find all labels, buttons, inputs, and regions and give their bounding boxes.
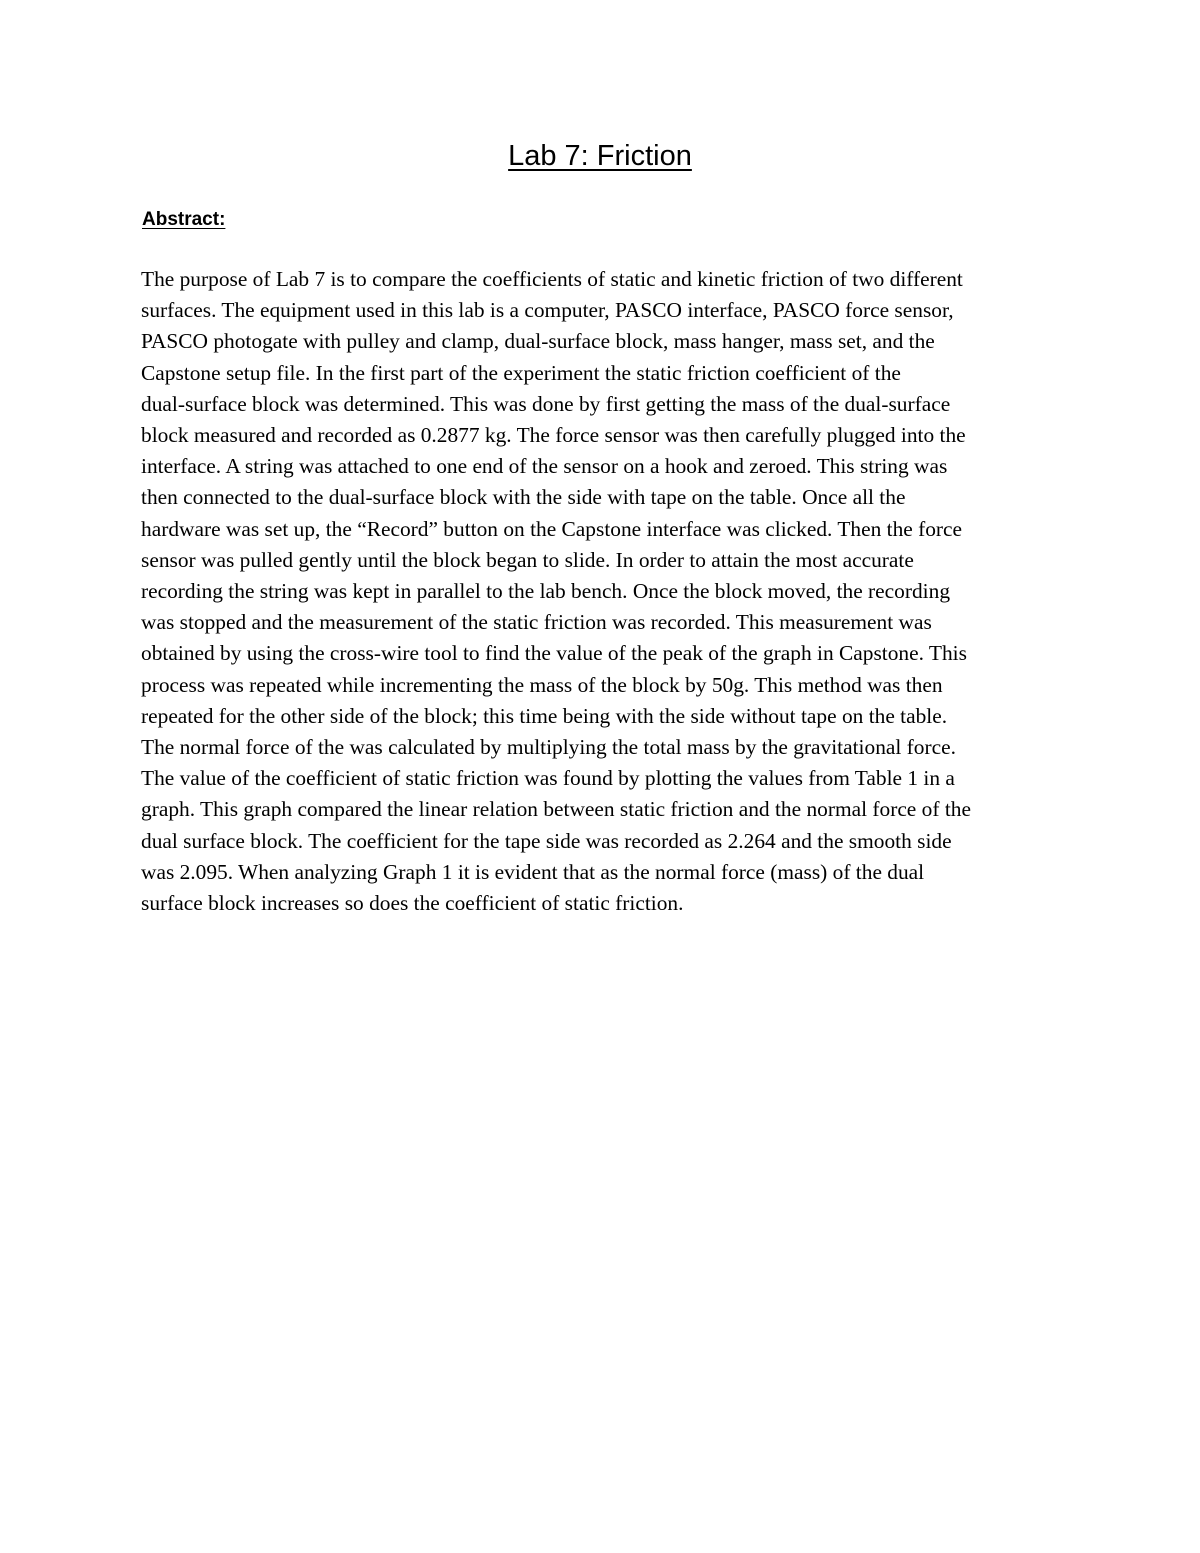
abstract-paragraph [141,264,1071,919]
abstract-line: The purpose of Lab 7 is to compare the coefficients of static and kinetic friction of two different [141,267,963,291]
abstract-line: surfaces. The equipment used in this lab is a computer, PASCO interface, PASCO force sensor, [141,298,954,323]
abstract-line: repeated for the other side of the block; this time being with the side without tape on the table. [141,703,948,728]
abstract-line: recording the string was kept in parallel to the lab bench. Once the block moved, the recording [141,579,951,604]
abstract-line: PASCO photogate with pulley and clamp, dual-surface block, mass hanger, mass set, and the [141,329,935,354]
abstract-line: Capstone setup file. In the first part of the experiment the static friction coefficient of the [141,360,901,385]
abstract-heading: Abstract: [142,209,226,230]
abstract-line: was stopped and the measurement of the static friction was recorded. This measurement was [141,610,932,635]
abstract-line: hardware was set up, the “Record” button on the Capstone interface was clicked. Then the force [141,516,963,541]
abstract-line: graph. This graph compared the linear relation between static friction and the normal force of the [141,797,971,822]
abstract-line: surface block increases so does the coefficient of static friction. [141,891,684,916]
abstract-line: dual surface block. The coefficient for the tape side was recorded as 2.264 and the smooth side [141,828,952,853]
abstract-line: block measured and recorded as 0.2877 kg. The force sensor was then carefully plugged into the [141,423,966,448]
abstract-line: The value of the coefficient of static friction was found by plotting the values from Table 1 in a [141,766,955,791]
abstract-line: process was repeated while incrementing the mass of the block by 50g. This method was then [141,672,943,697]
abstract-line: sensor was pulled gently until the block began to slide. In order to attain the most accurate [141,547,914,572]
abstract-line: obtained by using the cross-wire tool to find the value of the peak of the graph in Capstone. This [141,641,967,666]
abstract-line: was 2.095. When analyzing Graph 1 it is evident that as the normal force (mass) of the dual [141,859,925,884]
abstract-line: The normal force of the was calculated by multiplying the total mass by the gravitational force. [141,735,956,760]
abstract-line: dual-surface block was determined. This was done by first getting the mass of the dual-surface [141,391,951,416]
abstract-line: then connected to the dual-surface block with the side with tape on the table. Once all the [141,485,906,510]
abstract-line: interface. A string was attached to one end of the sensor on a hook and zeroed. This string was [141,454,948,479]
page-title: Lab 7: Friction [508,140,692,172]
